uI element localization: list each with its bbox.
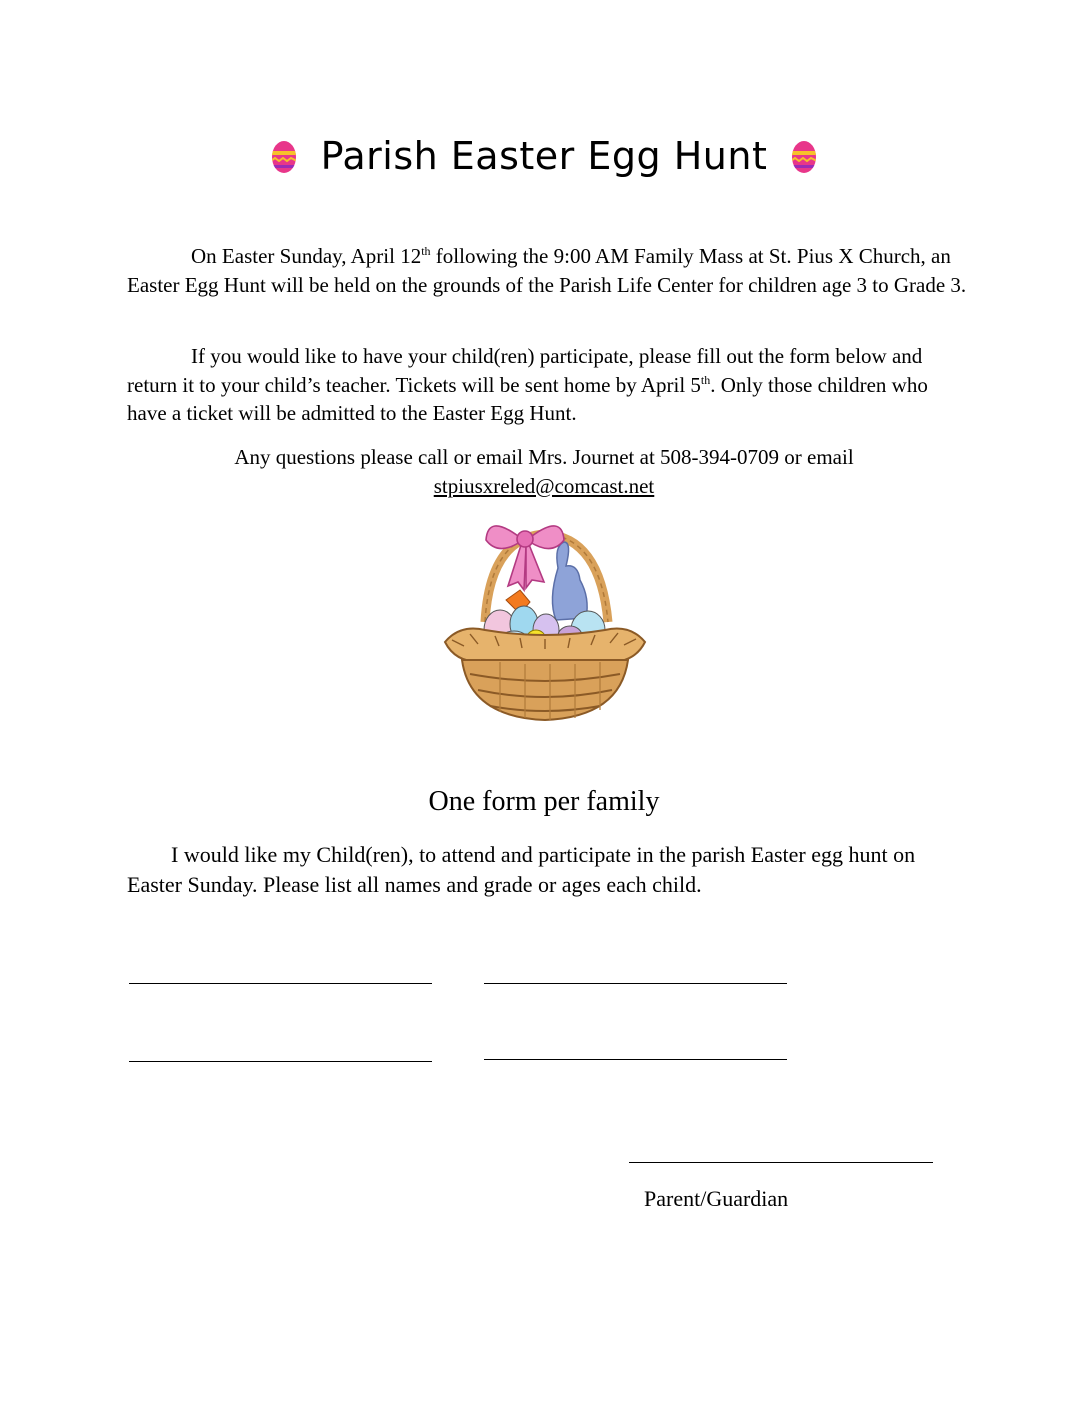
child-name-field-1[interactable] <box>129 983 432 984</box>
child-grade-field-1[interactable] <box>484 983 787 984</box>
easter-basket-image <box>440 512 650 727</box>
email-link[interactable]: stpiusxreled@comcast.net <box>433 473 655 498</box>
form-heading: One form per family <box>428 786 660 817</box>
signature-field[interactable] <box>629 1162 933 1163</box>
title-row <box>0 126 1088 186</box>
easter-egg-icon <box>791 138 817 174</box>
contact-info <box>127 443 961 500</box>
signature-label: Parent/Guardian <box>644 1186 789 1211</box>
event-paragraph: On Easter Sunday, April 12th following the 9:00 AM Family Mass at St. Pius X Church, an Easter Egg Hunt will be held on the grounds of the Parish Life Center for children age 3 to Grade 3. <box>127 244 967 297</box>
form-statement: I would like my Child(ren), to attend and participate in the parish Easter egg hunt on Easter Sunday. Please list all names and grade or ages each child. <box>127 842 916 897</box>
child-grade-field-2[interactable] <box>484 1059 787 1060</box>
contact-text: Any questions please call or email Mrs. Journet at 508-394-0709 or email <box>234 445 854 469</box>
instructions-paragraph: If you would like to have your child(ren) participate, please fill out the form below and return it to your child’s teacher. Tickets will be sent home by April 5th. Only those children who have a ticket will be admitted to the Easter Egg Hunt. <box>127 344 928 425</box>
easter-egg-icon <box>271 138 297 174</box>
page-title: Parish Easter Egg Hunt <box>320 134 768 178</box>
child-name-field-2[interactable] <box>129 1061 432 1062</box>
